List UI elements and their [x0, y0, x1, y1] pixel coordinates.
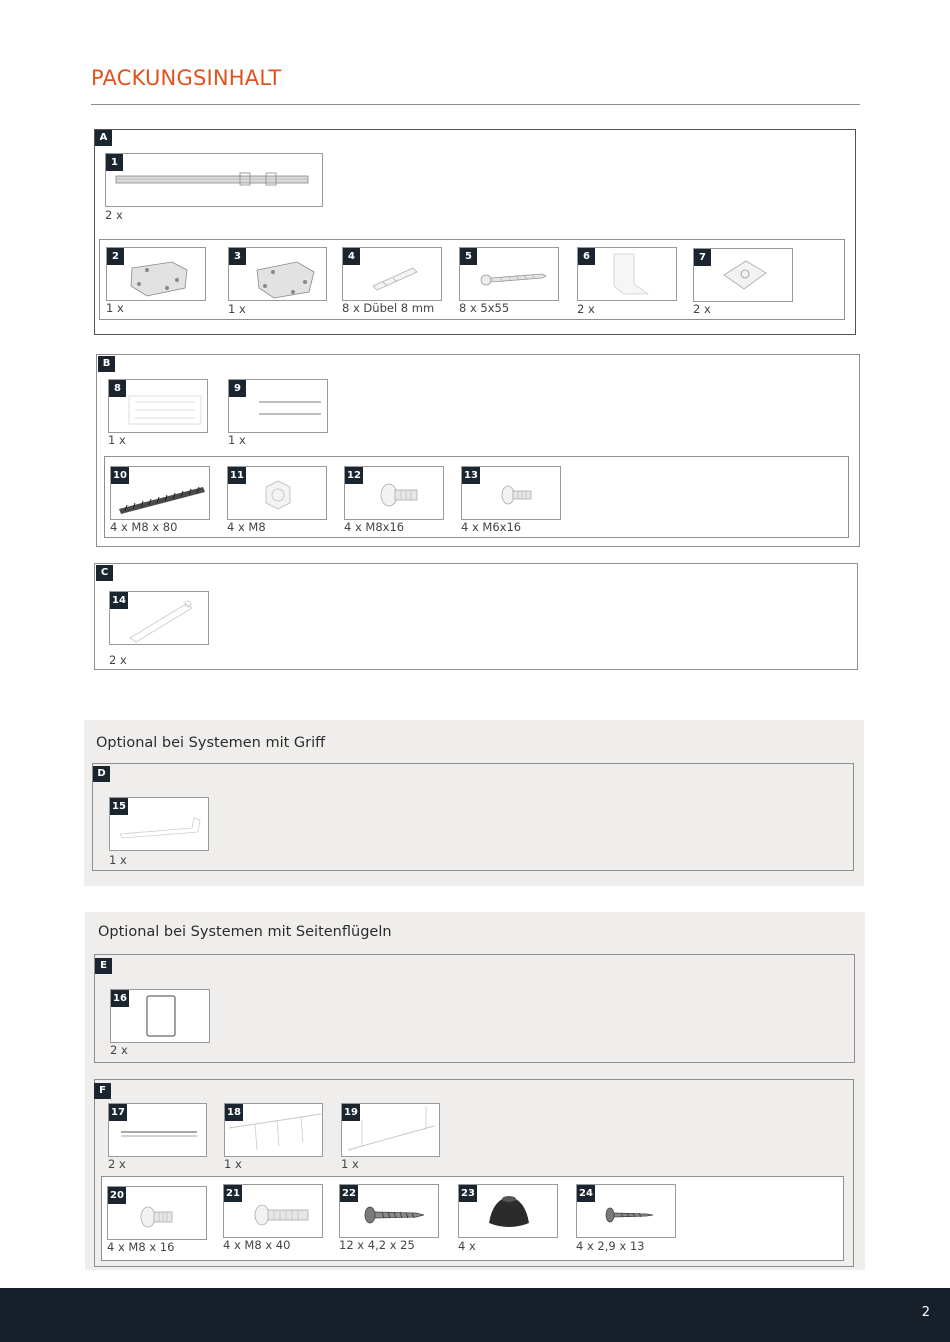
part-card-9 — [228, 379, 328, 433]
part-card-4 — [342, 247, 442, 301]
bolt-icon — [108, 1187, 208, 1241]
threaded-rod-icon — [111, 467, 211, 521]
part-number: 13 — [462, 467, 480, 484]
part-quantity-9: 1 x — [228, 433, 246, 447]
screw-icon — [460, 248, 560, 302]
rod-icon — [109, 1104, 208, 1158]
rail-icon — [106, 154, 324, 208]
page-title: PACKUNGSINHALT — [91, 66, 282, 90]
section-e-label: E — [95, 958, 112, 974]
part-number: 12 — [345, 467, 363, 484]
mounting-plate-icon — [229, 248, 328, 302]
section-c-label: C — [96, 565, 113, 581]
guide-rail-icon — [225, 1104, 324, 1158]
part-number: 22 — [340, 1185, 358, 1202]
part-number: 14 — [110, 592, 128, 609]
part-number: 15 — [110, 798, 128, 815]
part-quantity-18: 1 x — [224, 1157, 242, 1171]
part-card-15 — [109, 797, 209, 851]
part-number: 16 — [111, 990, 129, 1007]
part-card-2 — [106, 247, 206, 301]
part-card-12 — [344, 466, 444, 520]
bolt-icon — [224, 1185, 324, 1239]
guide-rail-icon — [342, 1104, 441, 1158]
part-card-16 — [110, 989, 210, 1043]
part-card-13 — [461, 466, 561, 520]
section-a-label: A — [95, 130, 112, 146]
optional-griff-title: Optional bei Systemen mit Griff — [96, 735, 326, 751]
part-number: 21 — [224, 1185, 242, 1202]
page-footer — [0, 1288, 950, 1342]
carriage-icon — [109, 380, 209, 434]
self-tapping-screw-icon — [340, 1185, 440, 1239]
part-number: 11 — [228, 467, 246, 484]
stopper-icon — [110, 592, 210, 646]
part-quantity-3: 1 x — [228, 302, 246, 316]
part-card-23 — [458, 1184, 558, 1238]
part-number: 3 — [229, 248, 246, 265]
optional-seitenfluegel-title: Optional bei Systemen mit Seitenflügeln — [98, 924, 392, 940]
part-card-18 — [224, 1103, 323, 1157]
handle-icon — [110, 798, 210, 852]
small-screw-icon — [577, 1185, 677, 1239]
part-card-10 — [110, 466, 210, 520]
part-number: 23 — [459, 1185, 477, 1202]
part-card-19 — [341, 1103, 440, 1157]
part-card-20 — [107, 1186, 207, 1240]
part-quantity-14: 2 x — [109, 653, 127, 667]
part-quantity-16: 2 x — [110, 1043, 128, 1057]
part-number: 8 — [109, 380, 126, 397]
part-number: 6 — [578, 248, 595, 265]
part-card-8 — [108, 379, 208, 433]
page-number: 2 — [921, 1305, 930, 1320]
part-number: 17 — [109, 1104, 127, 1121]
part-quantity-13: 4 x M6x16 — [461, 520, 522, 534]
part-quantity-7: 2 x — [693, 302, 711, 316]
part-number: 18 — [225, 1104, 243, 1121]
part-card-1 — [105, 153, 323, 207]
part-quantity-21: 4 x M8 x 40 — [223, 1238, 291, 1252]
part-number: 7 — [694, 249, 711, 266]
part-quantity-2: 1 x — [106, 301, 124, 315]
part-number: 24 — [577, 1185, 595, 1202]
part-quantity-5: 8 x 5x55 — [459, 301, 510, 315]
title-divider — [91, 104, 860, 105]
angle-bracket-icon — [578, 248, 678, 302]
section-b-label: B — [98, 356, 115, 372]
part-number: 1 — [106, 154, 123, 171]
panel-icon — [111, 990, 211, 1044]
part-quantity-17: 2 x — [108, 1157, 126, 1171]
part-quantity-1: 2 x — [105, 208, 123, 222]
part-card-24 — [576, 1184, 676, 1238]
part-quantity-15: 1 x — [109, 853, 127, 867]
section-d-label: D — [93, 766, 110, 782]
part-number: 10 — [111, 467, 129, 484]
part-number: 20 — [108, 1187, 126, 1204]
part-card-14 — [109, 591, 209, 645]
part-card-22 — [339, 1184, 439, 1238]
part-quantity-12: 4 x M8x16 — [344, 520, 405, 534]
part-number: 4 — [343, 248, 360, 265]
part-quantity-22: 12 x 4,2 x 25 — [339, 1238, 415, 1252]
part-number: 9 — [229, 380, 246, 397]
part-quantity-11: 4 x M8 — [227, 520, 266, 534]
rod-icon — [229, 380, 329, 434]
part-quantity-23: 4 x — [458, 1239, 476, 1253]
part-number: 19 — [342, 1104, 360, 1121]
part-card-17 — [108, 1103, 207, 1157]
part-quantity-24: 4 x 2,9 x 13 — [576, 1239, 645, 1253]
part-card-21 — [223, 1184, 323, 1238]
part-quantity-4: 8 x Dübel 8 mm — [342, 301, 435, 315]
part-card-5 — [459, 247, 559, 301]
part-quantity-8: 1 x — [108, 433, 126, 447]
part-card-6 — [577, 247, 677, 301]
section-f-label: F — [94, 1083, 111, 1099]
mounting-plate-icon — [107, 248, 207, 302]
part-number: 2 — [107, 248, 124, 265]
plate-icon — [694, 249, 794, 303]
nut-icon — [228, 467, 328, 521]
part-quantity-10: 4 x M8 x 80 — [110, 520, 178, 534]
bolt-icon — [345, 467, 445, 521]
wall-plug-icon — [343, 248, 443, 302]
part-quantity-20: 4 x M8 x 16 — [107, 1240, 175, 1254]
part-card-11 — [227, 466, 327, 520]
part-card-7 — [693, 248, 793, 302]
part-quantity-6: 2 x — [577, 302, 595, 316]
bolt-icon — [462, 467, 562, 521]
part-number: 5 — [460, 248, 477, 265]
part-quantity-19: 1 x — [341, 1157, 359, 1171]
rubber-foot-icon — [459, 1185, 559, 1239]
part-card-3 — [228, 247, 327, 301]
